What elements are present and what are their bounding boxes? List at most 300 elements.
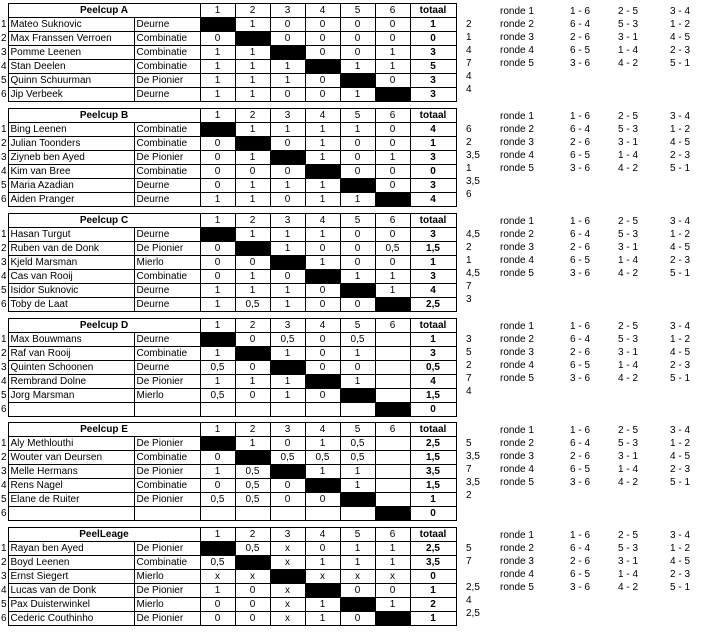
score-cell <box>340 507 375 521</box>
player-club: Combinatie <box>134 556 200 570</box>
header-blank <box>0 423 8 437</box>
round-match: 2 - 5 <box>618 216 639 227</box>
total-cell: 2 <box>410 598 456 612</box>
round-match: 1 - 4 <box>618 360 639 371</box>
round-match: 3 - 4 <box>670 530 691 541</box>
score-cell: 1 <box>200 375 235 389</box>
score-cell: 1 <box>235 270 270 284</box>
total-cell: 4 <box>410 193 456 207</box>
round-row <box>500 542 707 555</box>
score-cell: 1 <box>235 193 270 207</box>
score-cell: 1 <box>235 18 270 32</box>
self-cell <box>375 612 410 626</box>
player-points: 4 <box>466 84 472 95</box>
round-match: 1 - 2 <box>670 124 691 135</box>
player-club <box>134 507 200 521</box>
score-cell: 0 <box>200 165 235 179</box>
player-row <box>0 403 456 417</box>
score-cell: 0 <box>270 193 305 207</box>
score-cell: 0 <box>200 612 235 626</box>
player-club: De Pionier <box>134 375 200 389</box>
round-match: 3 - 1 <box>618 556 639 567</box>
score-cell: 0,5 <box>340 451 375 465</box>
score-cell: 0 <box>235 612 270 626</box>
total-cell: 1,5 <box>410 479 456 493</box>
score-cell: 0 <box>375 165 410 179</box>
player-points: 1 <box>466 255 472 266</box>
round-match: 4 - 5 <box>670 347 691 358</box>
player-row <box>0 347 456 361</box>
player-number: 1 <box>0 228 7 240</box>
player-row <box>0 479 456 493</box>
header-opponent-4: 4 <box>305 423 340 437</box>
player-club: Deurne <box>134 333 200 347</box>
total-cell: 3 <box>410 88 456 102</box>
round-row <box>500 463 707 476</box>
total-cell: 3 <box>410 151 456 165</box>
player-number: 5 <box>0 493 7 505</box>
round-label: ronde 3 <box>500 347 534 358</box>
score-cell: 1 <box>305 123 340 137</box>
player-points: 7 <box>466 58 472 69</box>
score-cell: 0 <box>200 451 235 465</box>
self-cell <box>375 403 410 417</box>
round-match: 2 - 5 <box>618 6 639 17</box>
header-opponent-6: 6 <box>375 4 410 18</box>
round-match: 3 - 1 <box>618 137 639 148</box>
self-cell <box>340 179 375 193</box>
self-cell <box>270 46 305 60</box>
header-blank <box>0 528 8 542</box>
round-match: 2 - 6 <box>570 556 591 567</box>
round-label: ronde 3 <box>500 451 534 462</box>
score-cell: 1 <box>305 556 340 570</box>
player-club: Deurne <box>134 193 200 207</box>
header-blank <box>0 214 8 228</box>
player-row <box>0 179 456 193</box>
score-cell: 1 <box>305 465 340 479</box>
player-points: 4 <box>466 386 472 397</box>
player-row <box>0 60 456 74</box>
score-cell: 1 <box>200 298 235 312</box>
player-row <box>0 270 456 284</box>
player-row <box>0 437 456 451</box>
player-club: De Pionier <box>134 242 200 256</box>
pool-title: Peelcup E <box>8 423 200 437</box>
score-cell: 0 <box>200 151 235 165</box>
score-cell: 1 <box>340 88 375 102</box>
round-schedule <box>500 529 707 594</box>
total-cell: 1,5 <box>410 389 456 403</box>
header-blank <box>0 109 8 123</box>
score-cell: 0 <box>375 584 410 598</box>
player-row <box>0 333 456 347</box>
round-match: 2 - 6 <box>570 32 591 43</box>
pool-section <box>0 318 707 420</box>
score-cell <box>375 479 410 493</box>
round-label: ronde 5 <box>500 268 534 279</box>
round-label: ronde 5 <box>500 582 534 593</box>
player-row <box>0 507 456 521</box>
player-name: Boyd Leenen <box>8 556 134 570</box>
player-row <box>0 465 456 479</box>
header-opponent-3: 3 <box>270 319 305 333</box>
score-cell: 1 <box>235 228 270 242</box>
score-cell: 1 <box>375 270 410 284</box>
round-label: ronde 2 <box>500 229 534 240</box>
round-label: ronde 4 <box>500 255 534 266</box>
player-club: De Pionier <box>134 437 200 451</box>
round-match: 6 - 5 <box>570 464 591 475</box>
player-row <box>0 165 456 179</box>
player-club: Mierlo <box>134 598 200 612</box>
round-label: ronde 2 <box>500 19 534 30</box>
round-schedule <box>500 215 707 280</box>
header-totaal: totaal <box>410 4 456 18</box>
score-cell: 0,5 <box>235 542 270 556</box>
player-club: Deurne <box>134 88 200 102</box>
player-club: Combinatie <box>134 165 200 179</box>
score-cell: x <box>375 570 410 584</box>
score-cell: 0 <box>340 32 375 46</box>
score-cell <box>235 507 270 521</box>
player-number: 1 <box>0 123 7 135</box>
score-cell: 0 <box>340 228 375 242</box>
player-number: 3 <box>0 570 7 582</box>
header-opponent-3: 3 <box>270 528 305 542</box>
score-cell: 0 <box>305 361 340 375</box>
total-cell: 4 <box>410 123 456 137</box>
header-opponent-5: 5 <box>340 423 375 437</box>
total-cell: 1 <box>410 493 456 507</box>
score-cell: 1 <box>340 375 375 389</box>
score-cell: 1 <box>305 437 340 451</box>
round-label: ronde 1 <box>500 321 534 332</box>
score-cell: 1 <box>235 375 270 389</box>
self-cell <box>305 270 340 284</box>
player-number: 4 <box>0 270 7 282</box>
pool-section <box>0 3 707 105</box>
score-cell: 0 <box>200 137 235 151</box>
round-match: 3 - 6 <box>570 582 591 593</box>
self-cell <box>200 542 235 556</box>
player-row <box>0 556 456 570</box>
self-cell <box>305 479 340 493</box>
pool-title: Peelcup A <box>8 4 200 18</box>
player-points: 3,5 <box>466 150 480 161</box>
round-label: ronde 3 <box>500 137 534 148</box>
header-opponent-6: 6 <box>375 423 410 437</box>
round-match: 3 - 4 <box>670 216 691 227</box>
round-row <box>500 254 707 267</box>
round-label: ronde 4 <box>500 45 534 56</box>
score-cell: 0,5 <box>270 333 305 347</box>
round-match: 3 - 4 <box>670 6 691 17</box>
round-match: 3 - 4 <box>670 425 691 436</box>
score-cell: 0 <box>375 32 410 46</box>
score-cell: 0,5 <box>270 451 305 465</box>
score-cell: 0 <box>270 165 305 179</box>
round-match: 1 - 4 <box>618 150 639 161</box>
player-row <box>0 88 456 102</box>
score-cell <box>200 403 235 417</box>
score-cell: 1 <box>340 347 375 361</box>
round-match: 6 - 4 <box>570 438 591 449</box>
round-match: 5 - 1 <box>670 268 691 279</box>
score-cell: 0 <box>375 179 410 193</box>
player-number: 2 <box>0 32 7 44</box>
player-points: 6 <box>466 189 472 200</box>
self-cell <box>235 32 270 46</box>
header-opponent-6: 6 <box>375 528 410 542</box>
player-name: Hasan Turgut <box>8 228 134 242</box>
total-cell: 2,5 <box>410 542 456 556</box>
self-cell <box>305 165 340 179</box>
pool-header-row <box>0 423 456 437</box>
total-cell: 3 <box>410 74 456 88</box>
score-cell: 0 <box>340 18 375 32</box>
self-cell <box>340 598 375 612</box>
self-cell <box>200 228 235 242</box>
round-row <box>500 215 707 228</box>
player-name: Ziyneb ben Ayed <box>8 151 134 165</box>
header-opponent-4: 4 <box>305 109 340 123</box>
round-row <box>500 372 707 385</box>
player-club: Combinatie <box>134 451 200 465</box>
player-club: De Pionier <box>134 74 200 88</box>
player-points: 2,5 <box>466 608 480 619</box>
self-cell <box>200 333 235 347</box>
round-match: 6 - 5 <box>570 569 591 580</box>
score-cell: x <box>270 584 305 598</box>
round-match: 5 - 3 <box>618 229 639 240</box>
player-number: 3 <box>0 151 7 163</box>
round-label: ronde 2 <box>500 124 534 135</box>
score-cell <box>375 333 410 347</box>
total-cell: 2,5 <box>410 437 456 451</box>
score-cell: 1 <box>340 123 375 137</box>
round-match: 4 - 2 <box>618 477 639 488</box>
header-opponent-1: 1 <box>200 214 235 228</box>
round-match: 1 - 6 <box>570 216 591 227</box>
score-cell: 0 <box>305 242 340 256</box>
player-name: Rens Nagel <box>8 479 134 493</box>
round-label: ronde 3 <box>500 242 534 253</box>
total-cell: 3 <box>410 46 456 60</box>
player-points: 7 <box>466 281 472 292</box>
header-opponent-6: 6 <box>375 319 410 333</box>
header-opponent-4: 4 <box>305 319 340 333</box>
round-match: 3 - 6 <box>570 163 591 174</box>
round-schedule <box>500 320 707 385</box>
round-match: 1 - 6 <box>570 321 591 332</box>
round-match: 2 - 3 <box>670 45 691 56</box>
player-name: Kjeld Marsman <box>8 256 134 270</box>
score-cell: 1 <box>375 542 410 556</box>
header-opponent-2: 2 <box>235 4 270 18</box>
score-cell: 0 <box>375 256 410 270</box>
round-match: 3 - 4 <box>670 321 691 332</box>
self-cell <box>235 556 270 570</box>
player-name <box>8 507 134 521</box>
player-name: Elane de Ruiter <box>8 493 134 507</box>
player-row <box>0 389 456 403</box>
score-cell <box>305 507 340 521</box>
player-row <box>0 193 456 207</box>
score-cell: 1 <box>200 74 235 88</box>
header-opponent-2: 2 <box>235 319 270 333</box>
player-points: 2 <box>466 137 472 148</box>
score-cell: 0,5 <box>235 493 270 507</box>
self-cell <box>200 123 235 137</box>
pool-header-row <box>0 109 456 123</box>
player-row <box>0 570 456 584</box>
score-cell: 1 <box>270 179 305 193</box>
round-match: 2 - 3 <box>670 360 691 371</box>
score-cell: 1 <box>375 151 410 165</box>
score-cell: 1 <box>340 542 375 556</box>
score-cell: 1 <box>340 60 375 74</box>
round-row <box>500 346 707 359</box>
player-club: Deurne <box>134 361 200 375</box>
score-cell: x <box>340 570 375 584</box>
pool-table <box>0 318 457 417</box>
player-points: 1 <box>466 163 472 174</box>
player-name: Cas van Rooij <box>8 270 134 284</box>
player-club: De Pionier <box>134 584 200 598</box>
player-club: Combinatie <box>134 32 200 46</box>
score-cell: 0,5 <box>200 556 235 570</box>
round-row <box>500 44 707 57</box>
header-totaal: totaal <box>410 109 456 123</box>
player-name: Pomme Leenen <box>8 46 134 60</box>
score-cell: 0 <box>270 437 305 451</box>
score-cell: 1 <box>270 74 305 88</box>
player-name: Lucas van de Donk <box>8 584 134 598</box>
round-row <box>500 359 707 372</box>
round-row <box>500 568 707 581</box>
round-match: 5 - 3 <box>618 19 639 30</box>
score-cell <box>305 403 340 417</box>
score-cell: 0 <box>340 256 375 270</box>
player-number: 5 <box>0 598 7 610</box>
score-cell: 0 <box>305 389 340 403</box>
self-cell <box>340 493 375 507</box>
round-match: 2 - 3 <box>670 255 691 266</box>
score-cell: 1 <box>235 437 270 451</box>
score-cell: 0,5 <box>235 479 270 493</box>
total-cell: 0 <box>410 32 456 46</box>
player-name: Mateo Suknovic <box>8 18 134 32</box>
score-cell: 0 <box>305 32 340 46</box>
score-cell: 0 <box>305 18 340 32</box>
round-match: 2 - 3 <box>670 464 691 475</box>
score-cell: 1 <box>235 284 270 298</box>
header-opponent-6: 6 <box>375 214 410 228</box>
pool-header-row <box>0 214 456 228</box>
player-row <box>0 228 456 242</box>
player-points: 4 <box>466 71 472 82</box>
player-number: 3 <box>0 256 7 268</box>
round-match: 1 - 4 <box>618 45 639 56</box>
score-cell: x <box>305 570 340 584</box>
score-cell: 0 <box>305 347 340 361</box>
round-match: 4 - 2 <box>618 163 639 174</box>
player-points: 7 <box>466 556 472 567</box>
player-club <box>134 403 200 417</box>
player-points: 2 <box>466 360 472 371</box>
player-row <box>0 612 456 626</box>
score-cell: 0,5 <box>200 361 235 375</box>
header-opponent-2: 2 <box>235 109 270 123</box>
score-cell: 0 <box>340 151 375 165</box>
score-cell: 1 <box>200 584 235 598</box>
score-cell: 1 <box>235 74 270 88</box>
score-cell: 0 <box>235 333 270 347</box>
score-cell <box>375 389 410 403</box>
player-number: 5 <box>0 389 7 401</box>
score-cell: 0 <box>340 242 375 256</box>
player-number: 2 <box>0 137 7 149</box>
score-cell: 1 <box>270 375 305 389</box>
round-match: 1 - 2 <box>670 438 691 449</box>
round-schedule <box>500 110 707 175</box>
round-row <box>500 333 707 346</box>
round-match: 6 - 4 <box>570 229 591 240</box>
pool-table <box>0 422 457 521</box>
player-row <box>0 298 456 312</box>
score-cell: 0,5 <box>235 465 270 479</box>
score-cell: 0 <box>235 165 270 179</box>
player-club: Combinatie <box>134 137 200 151</box>
round-match: 2 - 3 <box>670 150 691 161</box>
player-name: Ernst Siegert <box>8 570 134 584</box>
total-cell: 4 <box>410 375 456 389</box>
score-cell: 1 <box>200 46 235 60</box>
total-cell: 3,5 <box>410 556 456 570</box>
player-points: 7 <box>466 464 472 475</box>
player-row <box>0 493 456 507</box>
player-club: Deurne <box>134 18 200 32</box>
score-cell: 0 <box>235 361 270 375</box>
pool-table <box>0 108 457 207</box>
round-match: 4 - 2 <box>618 58 639 69</box>
round-row <box>500 57 707 70</box>
score-cell: 0 <box>340 584 375 598</box>
player-row <box>0 284 456 298</box>
player-row <box>0 256 456 270</box>
score-cell <box>270 507 305 521</box>
round-match: 2 - 3 <box>670 569 691 580</box>
score-cell: 0 <box>270 493 305 507</box>
player-name: Isidor Suknovic <box>8 284 134 298</box>
round-match: 2 - 5 <box>618 425 639 436</box>
round-match: 2 - 5 <box>618 530 639 541</box>
round-match: 1 - 4 <box>618 255 639 266</box>
player-row <box>0 361 456 375</box>
player-number: 5 <box>0 284 7 296</box>
round-label: ronde 2 <box>500 334 534 345</box>
round-match: 1 - 2 <box>670 19 691 30</box>
player-number: 5 <box>0 179 7 191</box>
total-cell: 1 <box>410 584 456 598</box>
player-name: Jip Verbeek <box>8 88 134 102</box>
score-cell: 1 <box>340 556 375 570</box>
score-cell: 0 <box>235 584 270 598</box>
score-cell: 1 <box>305 179 340 193</box>
player-points: 2 <box>466 242 472 253</box>
score-cell: 1 <box>375 60 410 74</box>
